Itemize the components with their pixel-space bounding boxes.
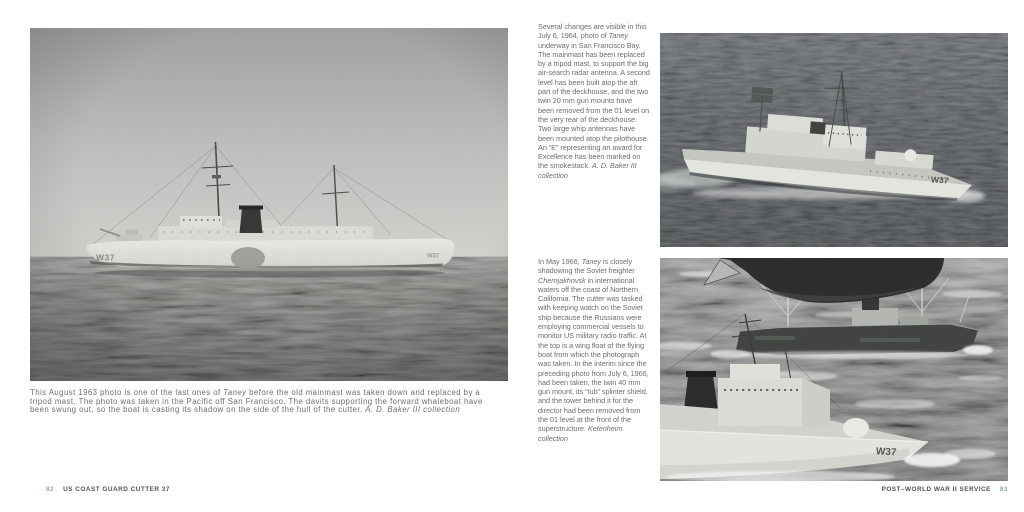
caption-bottom-right-photo: In May 1966, Taney is closely shadowing the Soviet freighter Chernjakhovsk in international waters off the coast of Northern California. The cutter was tasked with keeping watch on the Soviet ship because the Russians were employing commercial vessels to monitor US military radio traffic. At the top is a wing float of the flying boat from which the photograph was taken. In the interim since the preceding photo from July 6, 1966, had been taken, the twin 40 mm gun mount, its “tub” splinter shield, and the tower behind it for the director had been removed from the 01 level at the front of the superstructure. Ketenheim collection <box>538 257 649 443</box>
hull-marking-bow: W37 <box>875 446 897 459</box>
running-title-right: POST–WORLD WAR II SERVICE <box>881 486 991 493</box>
running-title-left: US COAST GUARD CUTTER 37 <box>63 486 170 493</box>
photo-taney-1963 <box>30 28 508 381</box>
page-number-left: 82 <box>46 486 55 493</box>
footer-left <box>46 486 170 493</box>
footer-right <box>882 486 1008 493</box>
page-number-right: 83 <box>999 486 1008 493</box>
photo-taney-1964 <box>660 33 1008 247</box>
caption-top-right-photo: Several changes are visible in this July 6, 1964, photo of Taney underway in San Francisco Bay. The mainmast has been replaced by a tripod mast, to support the big air-search radar antenna. A second level has been built atop the aft part of the deckhouse, and the two twin 20 mm gun mounts have been removed from the 01 level on the very rear of the deckhouse. Two large whip antennas have been mounted atop the pilothouse. An “E” representing an award for Excellence has been marked on the smokestack. A. D. Baker III collection <box>538 22 650 180</box>
caption-left-photo: This August 1963 photo is one of the last ones of Taney before the old mainmast was taken down and replaced by a tripod mast. The photo was taken in the Pacific off San Francisco. The davits supporting the forward whaleboat have been swung out, so the boat is casting its shadow on the side of the hull of the cutter. A. D. Baker III collection <box>30 388 483 415</box>
photo-taney-1966 <box>660 258 1008 481</box>
hull-marking-bow: W37 <box>930 174 949 186</box>
